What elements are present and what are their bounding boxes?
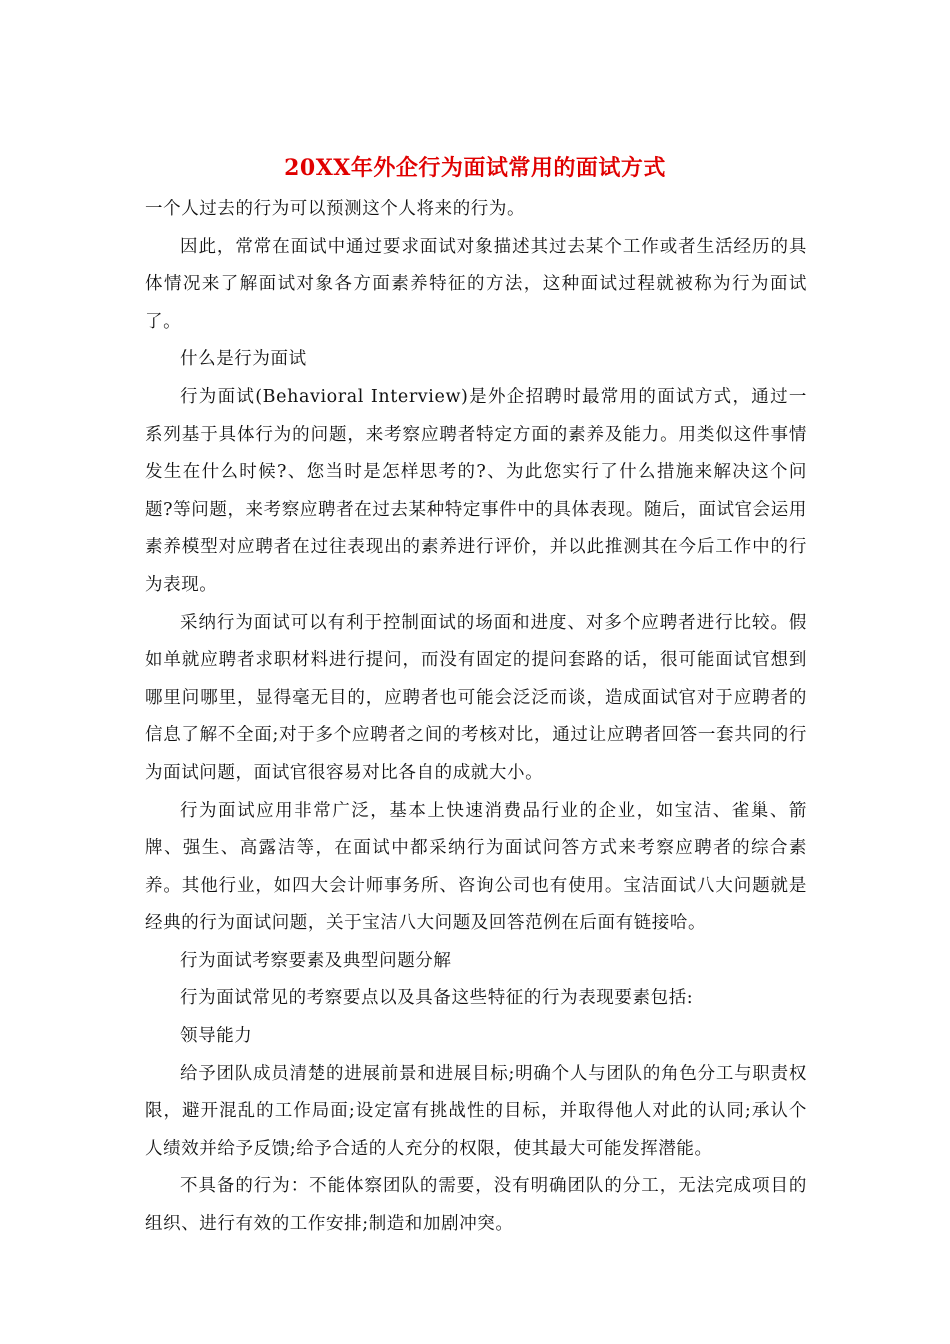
document-title: 20XX年外企行为面试常用的面试方式: [284, 155, 666, 181]
paragraph-3: 行为面试(Behavioral Interview)是外企招聘时最常用的面试方式，通过一系列基于具体行为的问题，来考察应聘者特定方面的素养及能力。用类似这件事情发生在什么时候?、您当时是怎样思考的?、为此您实行了什么措施来解决这个问题?等问题，来考察应聘者在过去某种特定事件中的具体表现。随后，面试官会运用素养模型对应聘者在过往表现出的素养进行评价，并以此推测其在今后工作中的行为表现。: [145, 386, 807, 595]
document-body: [145, 191, 807, 1244]
paragraph-5: 行为面试应用非常广泛，基本上快速消费品行业的企业，如宝洁、雀巢、箭牌、强生、高露洁等，在面试中都采纳行为面试问答方式来考察应聘者的综合素养。其他行业，如四大会计师事务所、咨询公司也有使用。宝洁面试八大问题就是经典的行为面试问题，关于宝洁八大问题及回答范例在后面有链接哈。: [145, 800, 807, 934]
paragraph-2: 因此，常常在面试中通过要求面试对象描述其过去某个工作或者生活经历的具体情况来了解面试对象各方面素养特征的方法，这种面试过程就被称为行为面试了。: [145, 236, 807, 332]
section-heading-what-is: 什么是行为面试: [180, 349, 307, 370]
paragraph-8: 不具备的行为：不能体察团队的需要，没有明确团队的分工，无法完成项目的组织、进行有效的工作安排;制造和加剧冲突。: [145, 1176, 807, 1235]
subheading-leadership: 领导能力: [180, 1026, 253, 1047]
paragraph-7: 给予团队成员清楚的进展前景和进展目标;明确个人与团队的角色分工与职责权限，避开混乱的工作局面;设定富有挑战性的目标，并取得他人对此的认同;承认个人绩效并给予反馈;给予合适的人充分的权限，使其最大可能发挥潜能。: [145, 1063, 807, 1159]
paragraph-4: 采纳行为面试可以有利于控制面试的场面和进度、对多个应聘者进行比较。假如单就应聘者求职材料进行提问，而没有固定的提问套路的话，很可能面试官想到哪里问哪里，显得毫无目的，应聘者也可能会泛泛而谈，造成面试官对于应聘者的信息了解不全面;对于多个应聘者之间的考核对比，通过让应聘者回答一套共同的行为面试问题，面试官很容易对比各自的成就大小。: [145, 612, 807, 783]
section-heading-elements: 行为面试考察要素及典型问题分解: [180, 950, 452, 971]
paragraph-1: 一个人过去的行为可以预测这个人将来的行为。: [145, 199, 526, 219]
paragraph-6: 行为面试常见的考察要点以及具备这些特征的行为表现要素包括:: [180, 988, 694, 1009]
